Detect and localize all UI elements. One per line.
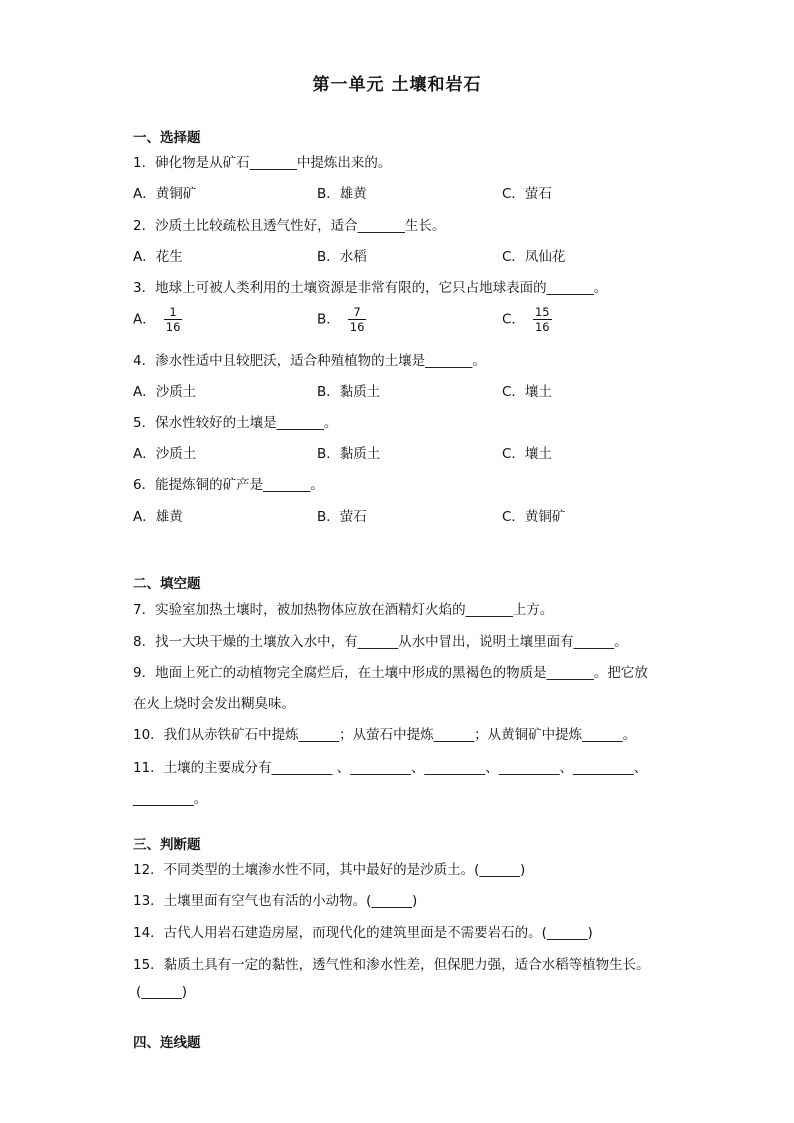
page-title: 第一单元 土壤和岩石 [312, 75, 482, 95]
question-6-stem: 6．能提炼铜的矿产是_______。 [133, 477, 324, 493]
option-letter: B． [317, 311, 340, 328]
question-2-stem: 2．沙质土比较疏松且透气性好，适合_______生长。 [133, 218, 446, 234]
question-6-option-a: A．雄黄 [133, 509, 183, 525]
question-2-option-a: A．花生 [133, 249, 183, 265]
fraction [348, 305, 367, 334]
question-8: 8．找一大块干燥的土壤放入水中，有______从水中冒出，说明土壤里面有______。 [133, 634, 628, 650]
question-4-option-c: C．壤土 [502, 384, 552, 400]
fraction-numerator: 7 [353, 305, 361, 319]
option-letter: C． [502, 311, 525, 328]
question-6-option-c: C．黄铜矿 [502, 509, 566, 525]
question-2-option-c: C．凤仙花 [502, 249, 566, 265]
question-4-option-b: B．黏质土 [317, 384, 381, 400]
fraction [164, 305, 183, 334]
question-11-line-2: _________。 [133, 791, 208, 807]
question-15-line-1: 15．黏质土具有一定的黏性，透气性和渗水性差，但保肥力强，适合水稻等植物生长。 [133, 957, 650, 973]
option-letter: A． [133, 311, 156, 328]
fraction-denominator: 16 [165, 320, 181, 334]
section-heading-choice: 一、选择题 [133, 130, 201, 146]
question-2-option-b: B．水稻 [317, 249, 367, 265]
question-7: 7．实验室加热土壤时，被加热物体应放在酒精灯火焰的_______上方。 [133, 602, 554, 618]
question-11-line-1: 11．土壤的主要成分有_________ 、_________、_________、_________、_________、 [133, 760, 648, 776]
question-1-option-a: A．黄铜矿 [133, 186, 197, 202]
fraction-denominator: 16 [534, 320, 550, 334]
question-10: 10．我们从赤铁矿石中提炼______；从萤石中提炼______；从黄铜矿中提炼______。 [133, 727, 637, 743]
section-heading-match: 四、连线题 [133, 1035, 201, 1051]
section-heading-fill: 二、填空题 [133, 576, 201, 592]
question-5-option-c: C．壤土 [502, 446, 552, 462]
question-4-stem: 4．渗水性适中且较肥沃，适合种殖植物的土壤是_______。 [133, 353, 486, 369]
question-13: 13．土壤里面有空气也有活的小动物。(______) [133, 893, 418, 909]
fraction-numerator: 1 [169, 305, 177, 319]
question-3-stem: 3．地球上可被人类利用的土壤资源是非常有限的，它只占地球表面的_______。 [133, 280, 608, 296]
question-14: 14．古代人用岩石建造房屋，而现代化的建筑里面是不需要岩石的。(______) [133, 925, 593, 941]
question-5-stem: 5．保水性较好的土壤是_______。 [133, 415, 338, 431]
question-12: 12．不同类型的土壤渗水性不同，其中最好的是沙质土。(______) [133, 862, 526, 878]
question-6-option-b: B．萤石 [317, 509, 367, 525]
question-9-line-2: 在火上烧时会发出糊臭味。 [133, 696, 295, 712]
question-3-option-c [502, 305, 552, 334]
question-1-stem: 1．砷化物是从矿石_______中提炼出来的。 [133, 155, 392, 171]
question-5-option-b: B．黏质土 [317, 446, 381, 462]
question-1-option-b: B．雄黄 [317, 186, 367, 202]
question-3-option-a [133, 305, 182, 334]
question-9-line-1: 9．地面上死亡的动植物完全腐烂后，在土壤中形成的黑褐色的物质是_______。把它放 [133, 665, 648, 681]
question-1-option-c: C．萤石 [502, 186, 552, 202]
question-3-option-b [317, 305, 366, 334]
section-heading-judge: 三、判断题 [133, 837, 201, 853]
fraction [533, 305, 552, 334]
fraction-denominator: 16 [349, 320, 365, 334]
question-15-answer-blank: (______) [136, 984, 188, 1000]
question-4-option-a: A．沙质土 [133, 384, 197, 400]
question-5-option-a: A．沙质土 [133, 446, 197, 462]
fraction-numerator: 15 [534, 305, 550, 319]
